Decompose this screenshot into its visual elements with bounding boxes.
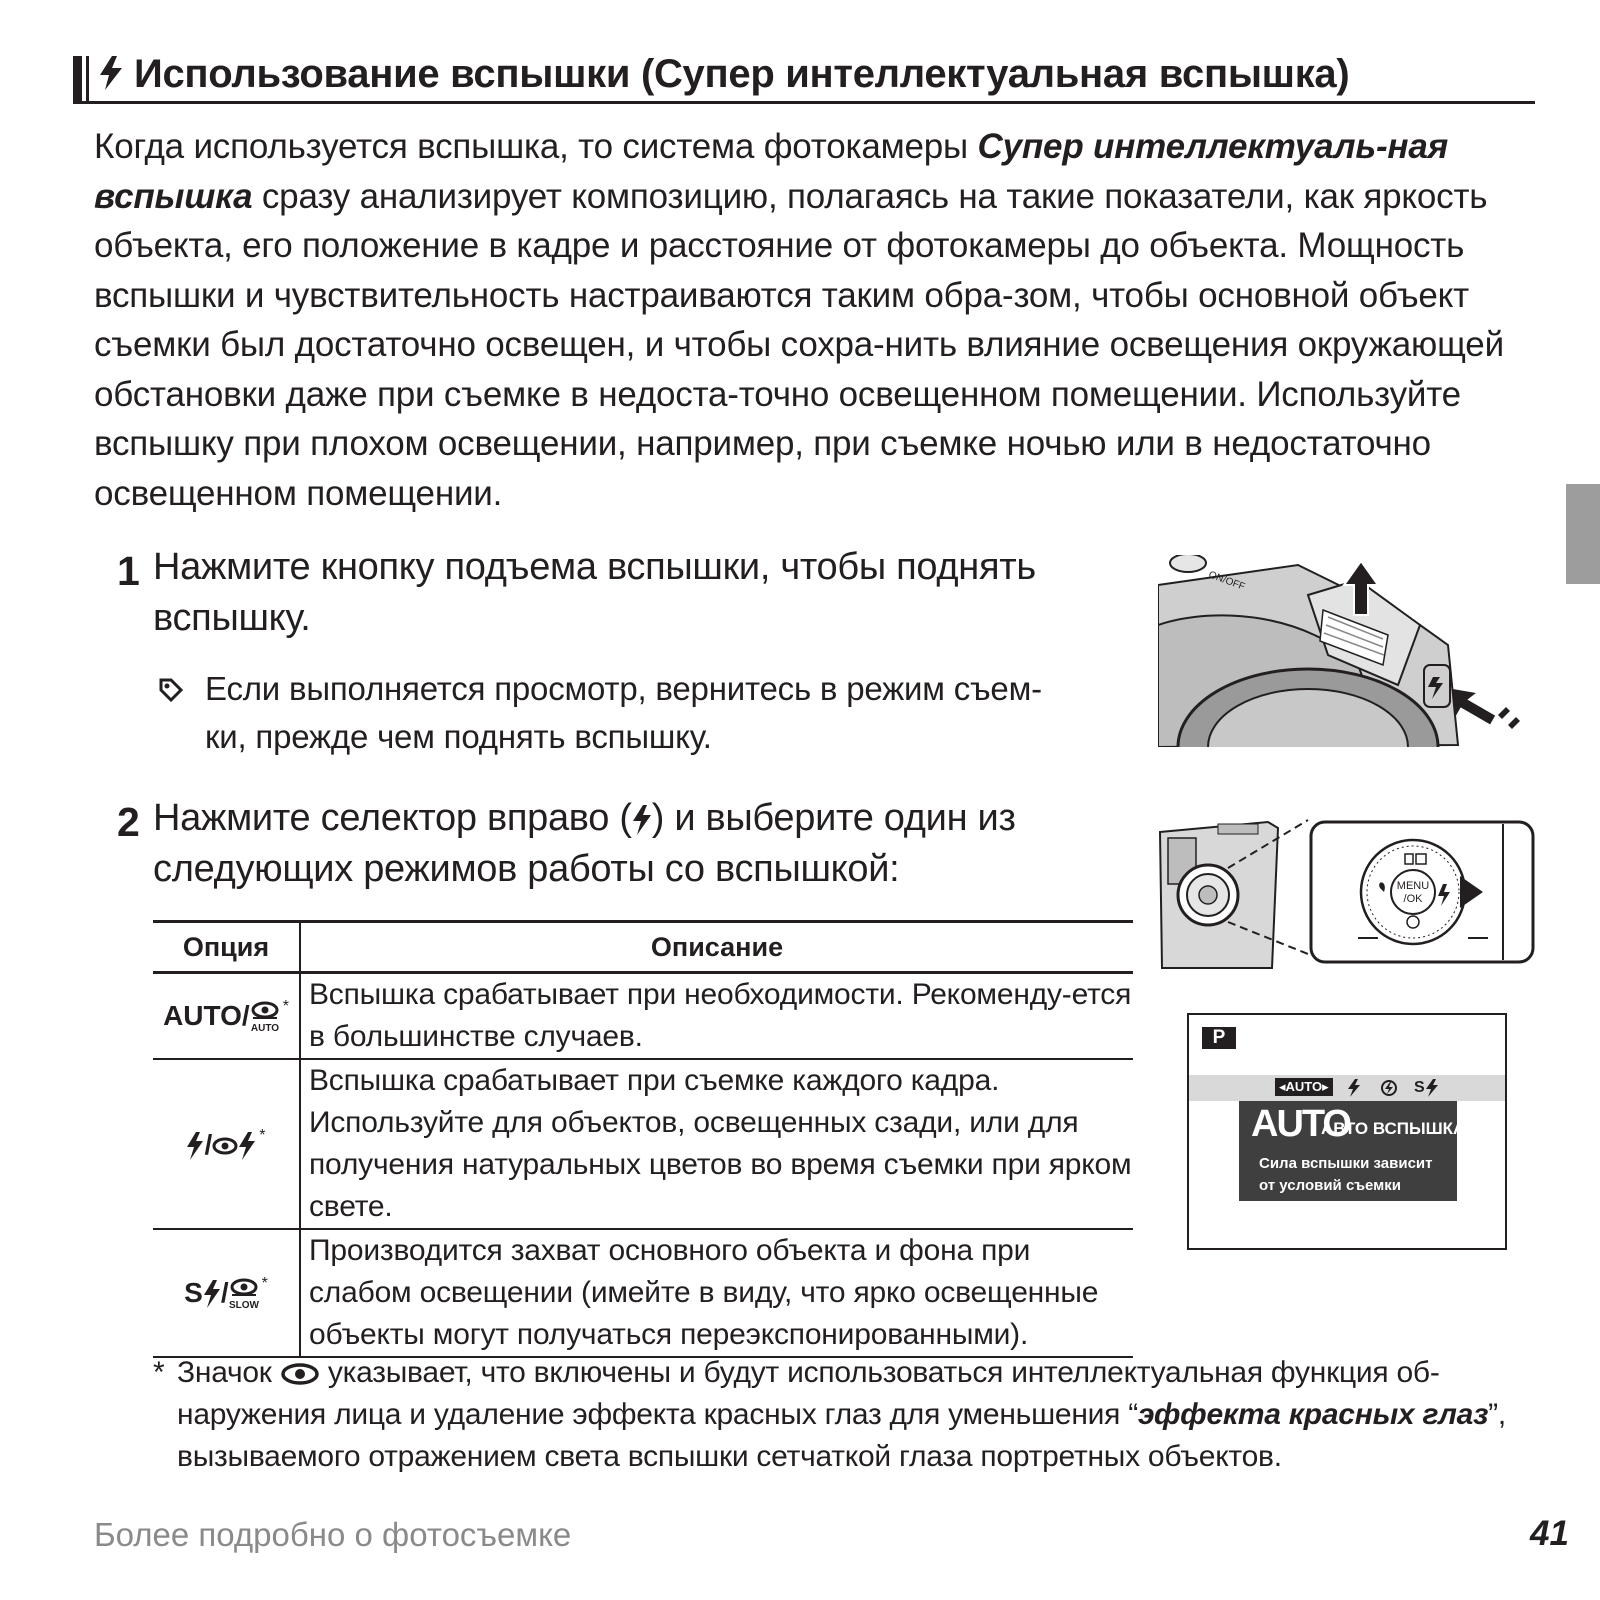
step-2-number: 2 xyxy=(117,799,140,845)
flash-icon xyxy=(632,804,652,836)
description-forced: Вспышка срабатывает при съемке каждого кадра. Используйте для объектов, освещенных сзади, или для получения натуральных цветов во время съемки при ярком свете. xyxy=(300,1059,1133,1229)
intro-text-1: Когда используется вспышка, то система фотокамеры xyxy=(94,127,978,166)
table-header-row xyxy=(153,922,1133,973)
footnote-body xyxy=(177,1352,1535,1478)
step-2-line-2: следующих режимов работы со вспышкой: xyxy=(153,848,900,890)
footnote-star: * xyxy=(261,1274,268,1292)
table-row xyxy=(153,973,1133,1060)
red-eye-slow-icon xyxy=(229,1277,259,1311)
footnote-star-marker: * xyxy=(153,1356,165,1389)
lcd-mode-badge: P xyxy=(1202,1027,1236,1049)
option-forced-separator: / xyxy=(204,1128,213,1160)
heading-marker xyxy=(73,56,82,102)
selector-dial-illustration xyxy=(1158,818,1536,976)
footnote-emphasis: эффекта красных глаз xyxy=(1137,1398,1489,1431)
flash-icon xyxy=(1347,1078,1361,1098)
option-slow-cell xyxy=(153,1229,300,1357)
lcd-slow-sync-label: S xyxy=(1414,1079,1425,1096)
step-1-text xyxy=(153,542,1036,644)
option-forced-cell xyxy=(153,1059,300,1229)
step-2-line-1-a: Нажмите селектор вправо ( xyxy=(153,797,632,839)
lcd-info-panel xyxy=(1239,1101,1466,1201)
lcd-auto-big: AUTO xyxy=(1251,1103,1350,1145)
table-row xyxy=(153,1229,1133,1357)
step-1-line-1: Нажмите кнопку подъема вспышки, чтобы поднять xyxy=(153,546,1036,588)
red-eye-icon-sub: AUTO xyxy=(250,1023,279,1035)
heading-marker-thin xyxy=(86,56,89,102)
footnote-text-3: ”, вызываемого отражением света вспышки сетчаткой глаза портретных объектов. xyxy=(177,1398,1506,1473)
page-title-text: Использование вспышки (Супер интеллектуальная вспышка) xyxy=(134,52,1350,96)
camera-flash-popup-illustration xyxy=(1158,555,1520,747)
heading-underline xyxy=(73,101,1535,104)
red-eye-icon xyxy=(280,1362,320,1386)
lcd-description xyxy=(1259,1153,1433,1197)
footnote xyxy=(153,1352,1535,1478)
red-eye-slow-icon-sub: SLOW xyxy=(228,1300,259,1312)
step-1-note-line-1: Если выполняется просмотр, вернитесь в режим съем- xyxy=(205,670,1042,707)
option-auto-cell xyxy=(153,973,300,1060)
footer-section-title: Более подробно о фотосъемке xyxy=(94,1516,572,1553)
step-2-line-1-b: ) и выберите один из xyxy=(651,797,1016,839)
svg-text:ON/OFF: ON/OFF xyxy=(1206,569,1247,593)
flash-icon xyxy=(98,55,124,91)
description-slow: Производится захват основного объекта и фона при слабом освещении (имейте в виду, что ярко освещенные объекты могут получаться переэкспонированными). xyxy=(300,1229,1133,1357)
flash-modes-table xyxy=(153,920,1133,1358)
lcd-mode-strip-icons xyxy=(1275,1075,1439,1101)
footnote-text-1: Значок xyxy=(177,1356,280,1389)
flash-icon xyxy=(203,1279,221,1309)
option-auto-text: AUTO/ xyxy=(163,999,250,1031)
header-option: Опция xyxy=(153,922,300,973)
intro-paragraph xyxy=(94,122,1534,518)
flash-off-icon xyxy=(1380,1079,1398,1097)
intro-text-2: сразу анализирует композицию, полагаясь на такие показатели, как яркость объекта, его положение в кадре и расстояние от фотокамеры до объекта. Мощность вспышки и чувствительность настраиваются таким обра-зом, чтобы основной объект съемки был достаточно освещен, и чтобы сохра-нить влияние освещения окружающей обстановки даже при съемке в недоста-точно освещенном помещении. Используйте вспышку при плохом освещении, например, при съемке ночью или в недостаточно освещенном помещении. xyxy=(94,176,1504,513)
dial-center-label-1: MENU xyxy=(1396,880,1430,892)
lcd-screen-illustration xyxy=(1187,1013,1507,1250)
intro-emphasis: Супер интеллектуаль-ная вспышка xyxy=(94,127,1449,216)
lcd-auto-tag: ◂AUTO▸ xyxy=(1275,1078,1333,1096)
step-2-line-1 xyxy=(153,793,1016,844)
table-row xyxy=(153,1059,1133,1229)
footnote-star: * xyxy=(282,997,289,1015)
dial-center-label-2: /OK xyxy=(1403,893,1423,905)
description-auto: Вспышка срабатывает при необходимости. Рекоменду-ется в большинстве случаев. xyxy=(300,973,1133,1060)
page-title xyxy=(98,52,1349,97)
red-eye-flash-icon xyxy=(212,1131,256,1161)
step-1-note xyxy=(205,665,1042,761)
flash-icon xyxy=(186,1131,204,1161)
note-icon xyxy=(158,677,184,703)
option-slow-separator: / xyxy=(220,1276,229,1308)
step-1-line-2: вспышку. xyxy=(153,597,311,639)
footnote-text-2: указывает, что включены и будут использоваться интеллектуальная функция об-наружения лица и удаление эффекта красных глаз для уменьшения “ xyxy=(177,1356,1440,1431)
lcd-auto-label: АВТО ВСПЫШКА xyxy=(1321,1119,1466,1138)
header-description: Описание xyxy=(300,922,1133,973)
lcd-description-line-1: Сила вспышки зависит xyxy=(1259,1155,1433,1172)
chapter-tab xyxy=(1566,484,1600,584)
flash-icon xyxy=(1425,1078,1439,1098)
option-slow-text: S xyxy=(184,1276,203,1308)
red-eye-icon xyxy=(250,1000,280,1034)
step-1-number: 1 xyxy=(117,548,140,594)
page-number: 41 xyxy=(1530,1514,1569,1553)
step-2-text xyxy=(153,793,1016,895)
footnote-star: * xyxy=(259,1126,266,1144)
step-1-note-line-2: ки, прежде чем поднять вспышку. xyxy=(205,718,712,755)
lcd-description-line-2: от условий съемки xyxy=(1259,1177,1401,1194)
